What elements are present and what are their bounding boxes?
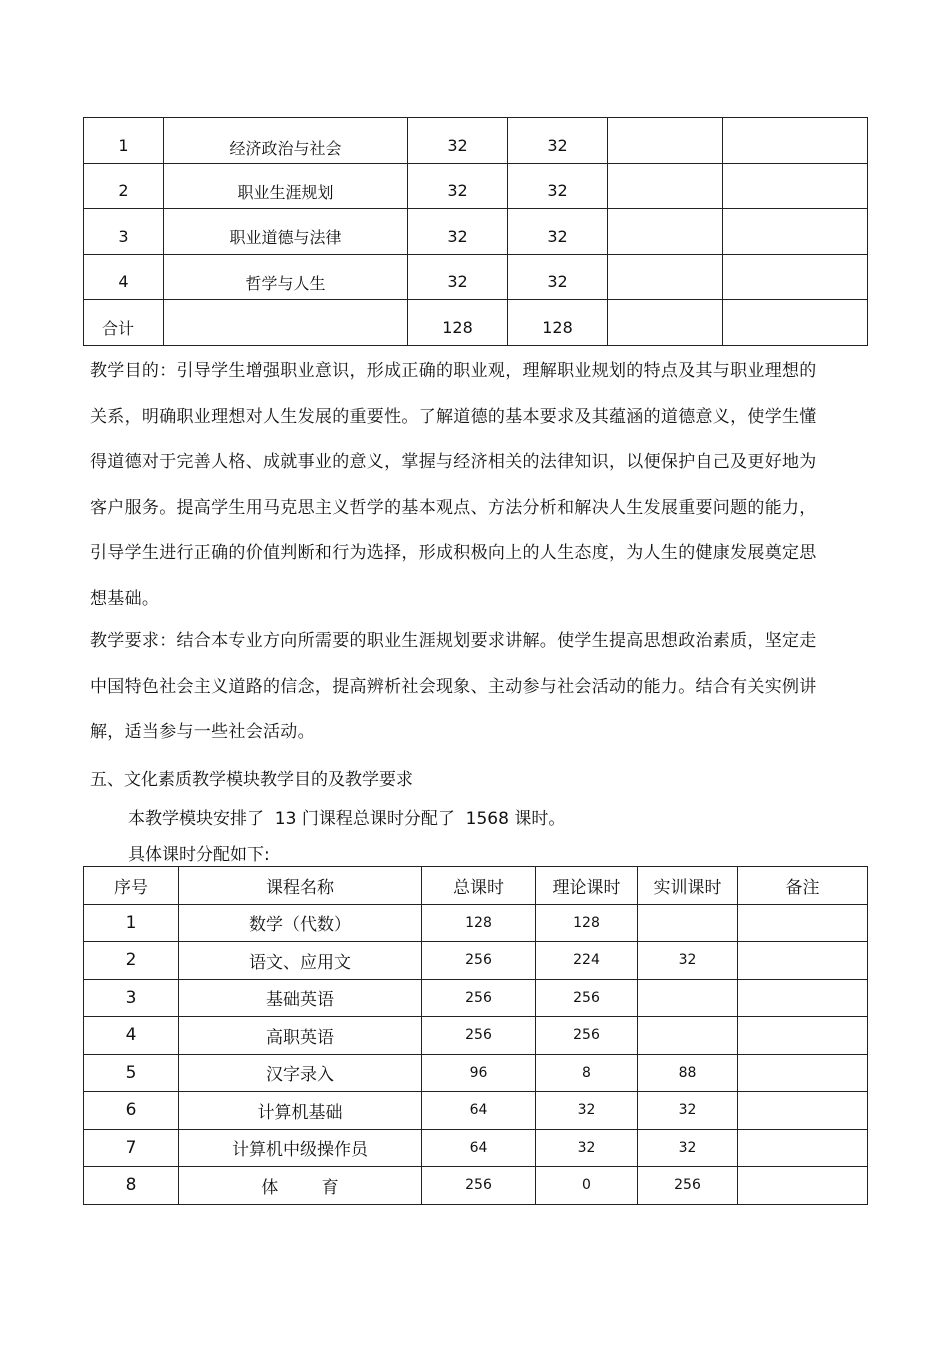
- theory-hours: 0: [536, 1167, 638, 1205]
- teaching-requirement-paragraph: 教学要求：结合本专业方向所需要的职业生涯规划要求讲解。使学生提高思想政治素质，坚定走中国特色社会主义道路的信念，提高辨析社会现象、主动参与社会活动的能力。结合有关实例讲解，适当参与一些社会活动。: [90, 631, 817, 743]
- course-name: 体 育: [179, 1167, 422, 1205]
- course-name: 基础英语: [179, 979, 422, 1017]
- note-cell: [738, 979, 868, 1017]
- total-hours: 32: [408, 209, 508, 255]
- table-row: [84, 1167, 868, 1205]
- row-number: 4: [84, 1017, 179, 1055]
- theory-hours: 32: [508, 254, 608, 300]
- note-cell: [723, 300, 868, 346]
- practice-hours: [638, 904, 738, 942]
- theory-hours: 8: [536, 1054, 638, 1092]
- practice-hours: [638, 1017, 738, 1055]
- course-name: 职业生涯规划: [164, 163, 408, 209]
- total-hours: 256: [422, 1017, 536, 1055]
- row-number: 3: [84, 979, 179, 1017]
- table-row: [84, 163, 868, 209]
- practice-hours: [608, 209, 723, 255]
- course-name: [164, 300, 408, 346]
- practice-hours: [608, 118, 723, 164]
- detail-line: 具体课时分配如下:: [128, 845, 270, 865]
- total-row: [84, 300, 868, 346]
- header-note: 备注: [738, 867, 868, 905]
- practice-hours: 32: [638, 1129, 738, 1167]
- practice-hours: 32: [638, 942, 738, 980]
- theory-hours: 32: [536, 1092, 638, 1130]
- course-hours-table-culture: [83, 866, 868, 1205]
- note-cell: [738, 1054, 868, 1092]
- note-cell: [723, 254, 868, 300]
- total-hours: 64: [422, 1129, 536, 1167]
- row-number: 1: [84, 118, 164, 164]
- header-name: 课程名称: [179, 867, 422, 905]
- note-cell: [738, 1017, 868, 1055]
- header-practice: 实训课时: [638, 867, 738, 905]
- row-number: 8: [84, 1167, 179, 1205]
- teaching-goal-paragraph: 教学目的：引导学生增强职业意识，形成正确的职业观，理解职业规划的特点及其与职业理想的关系，明确职业理想对人生发展的重要性。了解道德的基本要求及其蕴涵的道德意义，使学生懂得道德对于完善人格、成就事业的意义，掌握与经济相关的法律知识，以便保护自己及更好地为客户服务。提高学生用马克思主义哲学的基本观点、方法分析和解决人生发展重要问题的能力，引导学生进行正确的价值判断和行为选择，形成积极向上的人生态度，为人生的健康发展奠定思想基础。: [90, 361, 817, 609]
- practice-hours: [608, 300, 723, 346]
- course-name: 职业道德与法律: [164, 209, 408, 255]
- intro-line: 本教学模块安排了 13 门课程总课时分配了 1568 课时。: [128, 809, 566, 829]
- row-number: 1: [84, 904, 179, 942]
- total-hours: 96: [422, 1054, 536, 1092]
- table-row: [84, 979, 868, 1017]
- table-row: [84, 1129, 868, 1167]
- table-row: [84, 1054, 868, 1092]
- course-name: 哲学与人生: [164, 254, 408, 300]
- theory-hours: 32: [508, 209, 608, 255]
- note-cell: [738, 904, 868, 942]
- table-row: [84, 904, 868, 942]
- total-hours: 32: [408, 254, 508, 300]
- theory-hours: 32: [536, 1129, 638, 1167]
- note-cell: [723, 163, 868, 209]
- total-hours: 64: [422, 1092, 536, 1130]
- table-row: [84, 1092, 868, 1130]
- total-hours: 256: [422, 979, 536, 1017]
- theory-hours: 32: [508, 163, 608, 209]
- theory-hours: 256: [536, 1017, 638, 1055]
- note-cell: [738, 1167, 868, 1205]
- course-name: 计算机中级操作员: [179, 1129, 422, 1167]
- theory-hours: 256: [536, 979, 638, 1017]
- total-hours: 128: [422, 904, 536, 942]
- note-cell: [723, 118, 868, 164]
- row-number: 2: [84, 942, 179, 980]
- note-cell: [723, 209, 868, 255]
- table-row: [84, 209, 868, 255]
- row-number: 3: [84, 209, 164, 255]
- course-name: 经济政治与社会: [164, 118, 408, 164]
- total-hours: 256: [422, 1167, 536, 1205]
- theory-hours: 128: [508, 300, 608, 346]
- course-name: 数学（代数）: [179, 904, 422, 942]
- table-row: [84, 118, 868, 164]
- practice-hours: 256: [638, 1167, 738, 1205]
- row-number: 6: [84, 1092, 179, 1130]
- table-row: [84, 942, 868, 980]
- row-number: 5: [84, 1054, 179, 1092]
- header-theory: 理论课时: [536, 867, 638, 905]
- note-cell: [738, 942, 868, 980]
- row-number: 4: [84, 254, 164, 300]
- practice-hours: [608, 254, 723, 300]
- row-number: 2: [84, 163, 164, 209]
- practice-hours: [638, 979, 738, 1017]
- practice-hours: 88: [638, 1054, 738, 1092]
- practice-hours: [608, 163, 723, 209]
- theory-hours: 128: [536, 904, 638, 942]
- total-hours: 32: [408, 163, 508, 209]
- section-heading: 五、文化素质教学模块教学目的及教学要求: [90, 770, 413, 790]
- course-name: 语文、应用文: [179, 942, 422, 980]
- header-total: 总课时: [422, 867, 536, 905]
- table-row: [84, 254, 868, 300]
- total-hours: 32: [408, 118, 508, 164]
- note-cell: [738, 1129, 868, 1167]
- table-row: [84, 1017, 868, 1055]
- total-hours: 128: [408, 300, 508, 346]
- total-hours: 256: [422, 942, 536, 980]
- theory-hours: 32: [508, 118, 608, 164]
- course-name: 计算机基础: [179, 1092, 422, 1130]
- total-label: 合计: [84, 300, 164, 346]
- theory-hours: 224: [536, 942, 638, 980]
- row-number: 7: [84, 1129, 179, 1167]
- note-cell: [738, 1092, 868, 1130]
- course-name: 汉字录入: [179, 1054, 422, 1092]
- course-name: 高职英语: [179, 1017, 422, 1055]
- table-header-row: [84, 867, 868, 905]
- practice-hours: 32: [638, 1092, 738, 1130]
- course-hours-table-politics: [83, 117, 868, 346]
- header-no: 序号: [84, 867, 179, 905]
